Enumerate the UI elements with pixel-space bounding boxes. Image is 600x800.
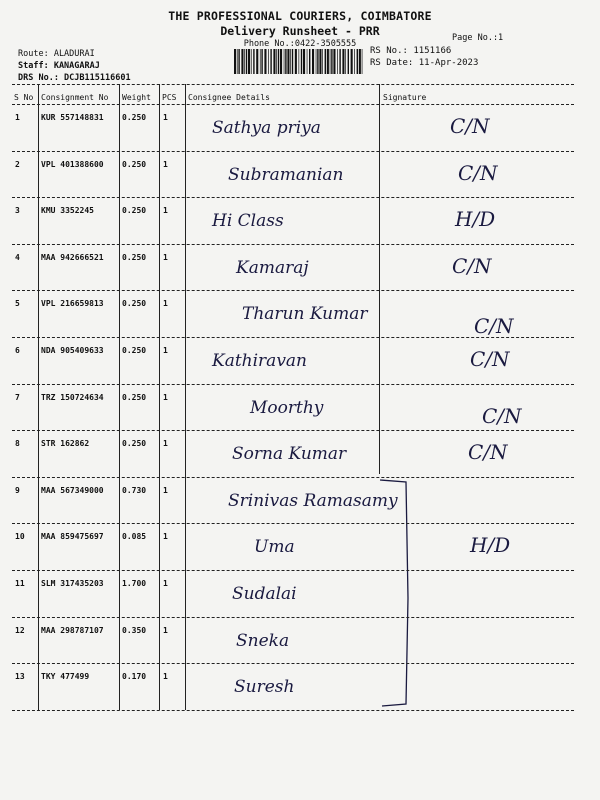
row-consignment-no: VPL 216659813 [41, 299, 104, 309]
row-consignment-no: NDA 905409633 [41, 346, 104, 355]
row-weight: 0.250 [122, 206, 147, 216]
row-pcs: 1 [163, 113, 168, 122]
row-separator [12, 197, 574, 198]
row-sno: 10 [15, 532, 25, 542]
row-sno: 1 [15, 113, 20, 122]
row-pcs: 1 [163, 532, 168, 542]
row-consignee-handwritten: Hi Class [212, 211, 284, 232]
staff: Staff: KANAGARAJ [18, 61, 100, 71]
row-pcs: 1 [163, 485, 168, 495]
row-consignment-no: KUR 557148831 [41, 113, 104, 122]
row-consignee-handwritten: Sorna Kumar [232, 444, 347, 465]
header-rule-top [12, 84, 574, 85]
row-pcs: 1 [163, 346, 168, 355]
row-separator [12, 617, 574, 618]
row-consignee-handwritten: Uma [254, 537, 295, 558]
row-pcs: 1 [163, 252, 168, 262]
row-consignee-handwritten: Kathiravan [212, 351, 308, 371]
row-separator [12, 430, 574, 431]
row-signature-handwritten: H/D [455, 207, 496, 232]
row-pcs: 1 [163, 299, 168, 309]
col-header-consignee: Consignee Details [188, 93, 270, 102]
row-sno: 9 [15, 485, 20, 495]
handdrawn-bracket [370, 478, 420, 710]
row-weight: 0.250 [122, 252, 147, 262]
row-consignee-handwritten: Srinivas Ramasamy [228, 490, 398, 511]
row-consignee-handwritten: Tharun Kumar [242, 304, 368, 325]
row-signature-handwritten: C/N [470, 347, 510, 371]
row-sno: 8 [15, 439, 20, 449]
row-separator [12, 151, 574, 152]
row-signature-handwritten: C/N [482, 403, 522, 428]
row-weight: 0.730 [122, 485, 147, 495]
row-separator [12, 384, 574, 385]
col-header-pcs: PCS [162, 93, 177, 102]
row-sno: 7 [15, 392, 20, 402]
row-signature-handwritten: C/N [450, 114, 490, 138]
row-signature-handwritten: C/N [474, 314, 514, 339]
row-separator [12, 244, 574, 245]
col-header-weight: Weight [122, 93, 151, 102]
row-sno: 3 [15, 206, 20, 216]
row-sno: 12 [15, 625, 25, 635]
row-consignee-handwritten: Kamaraj [236, 257, 309, 278]
row-pcs: 1 [163, 439, 168, 449]
row-separator [12, 290, 574, 291]
rs-number: RS No.: 1151166 [370, 46, 452, 56]
row-sno: 11 [15, 579, 25, 588]
row-consignee-handwritten: Sathya priya [212, 118, 321, 138]
row-sno: 2 [15, 159, 20, 169]
row-weight: 0.250 [122, 392, 147, 402]
row-pcs: 1 [163, 206, 168, 216]
row-weight: 0.250 [122, 299, 147, 309]
row-pcs: 1 [163, 625, 168, 635]
col-header-sno: S No [14, 93, 34, 102]
row-sno: 4 [15, 252, 20, 262]
row-consignment-no: MAA 298787107 [41, 625, 104, 635]
row-weight: 1.700 [122, 579, 147, 588]
row-sno: 13 [15, 672, 25, 682]
row-consignee-handwritten: Sneka [236, 630, 290, 651]
col-divider-5 [379, 84, 380, 474]
row-separator [12, 477, 574, 478]
row-weight: 0.250 [122, 113, 147, 122]
row-sno: 5 [15, 299, 20, 309]
row-signature-handwritten: C/N [468, 440, 508, 465]
row-consignment-no: KMU 3352245 [41, 206, 94, 216]
runsheet-subtitle: Delivery Runsheet - PRR [220, 24, 380, 38]
drs-number: DRS No.: DCJB115116601 [18, 73, 131, 83]
row-consignment-no: MAA 942666521 [41, 252, 104, 262]
row-signature-handwritten: C/N [452, 253, 492, 278]
col-header-consignment: Consignment No [41, 93, 109, 102]
row-consignee-handwritten: Sudalai [232, 584, 297, 604]
row-separator [12, 663, 574, 664]
row-consignee-handwritten: Moorthy [250, 397, 324, 418]
row-pcs: 1 [163, 672, 168, 682]
barcode [234, 49, 364, 74]
row-consignment-no: MAA 567349000 [41, 485, 104, 495]
header-rule-bottom [12, 104, 574, 105]
row-signature-handwritten: C/N [458, 160, 498, 185]
row-consignee-handwritten: Subramanian [228, 164, 344, 185]
company-title: THE PROFESSIONAL COURIERS, COIMBATORE [168, 9, 432, 23]
row-weight: 0.085 [122, 532, 147, 542]
row-consignment-no: VPL 401388600 [41, 159, 104, 169]
row-weight: 0.250 [122, 439, 147, 449]
row-separator [12, 710, 574, 711]
rs-date: RS Date: 11-Apr-2023 [370, 58, 479, 68]
row-separator [12, 337, 574, 338]
phone-number: Phone No.:0422-3505555 [243, 39, 357, 49]
row-consignment-no: SLM 317435203 [41, 579, 104, 588]
row-consignment-no: TKY 477499 [41, 672, 90, 682]
route: Route: ALADURAI [18, 49, 95, 59]
row-separator [12, 570, 574, 571]
row-pcs: 1 [163, 579, 168, 588]
row-consignee-handwritten: Suresh [234, 677, 295, 698]
row-weight: 0.250 [122, 159, 147, 169]
row-pcs: 1 [163, 392, 168, 402]
row-consignment-no: MAA 859475697 [41, 532, 104, 542]
row-signature-handwritten: H/D [470, 533, 511, 558]
row-consignment-no: STR 162862 [41, 439, 90, 449]
row-weight: 0.170 [122, 672, 147, 682]
col-header-signature: Signature [383, 93, 427, 102]
page-number: Page No.:1 [452, 33, 504, 43]
row-weight: 0.350 [122, 625, 147, 635]
row-weight: 0.250 [122, 346, 147, 355]
row-pcs: 1 [163, 159, 168, 169]
row-sno: 6 [15, 346, 20, 355]
row-separator [12, 523, 574, 524]
row-consignment-no: TRZ 150724634 [41, 392, 104, 402]
